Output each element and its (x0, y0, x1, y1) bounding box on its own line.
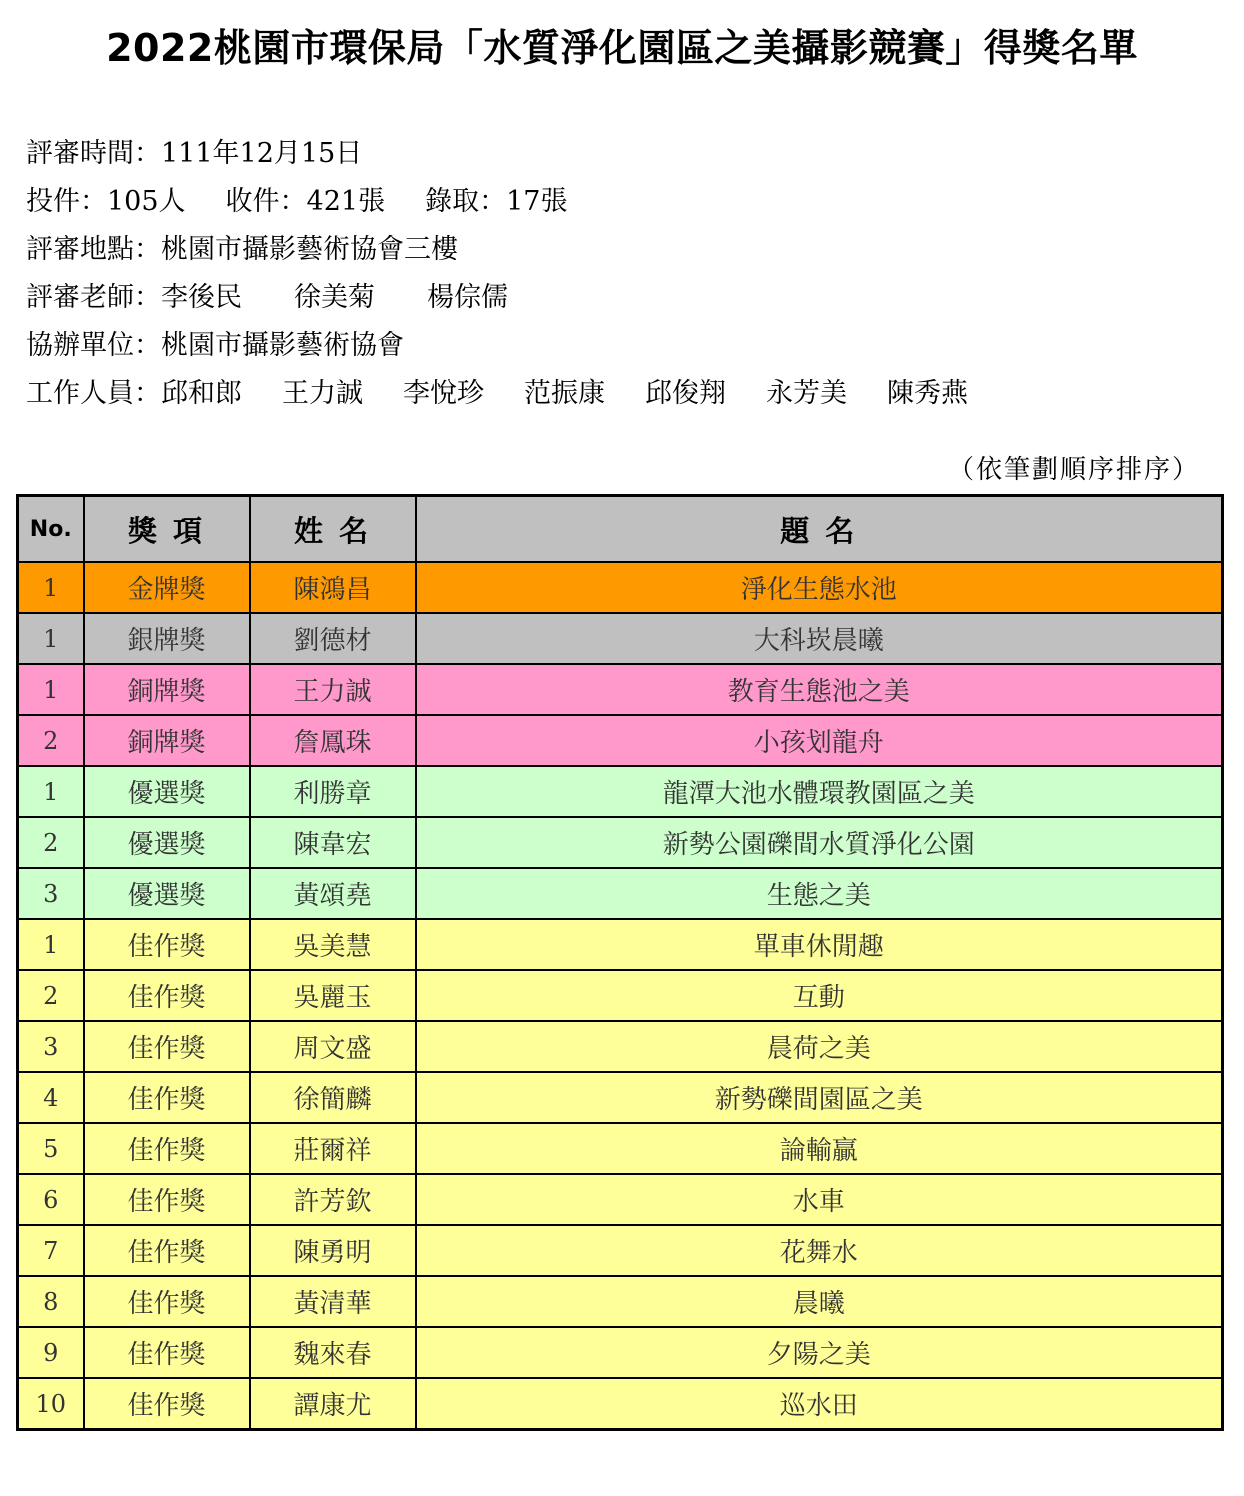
cell-no: 3 (18, 1021, 84, 1072)
cell-name: 周文盛 (250, 1021, 416, 1072)
table-row (18, 1378, 1223, 1430)
cell-name: 陳韋宏 (250, 817, 416, 868)
received-count: 收件：421張 (225, 186, 386, 217)
table-row (18, 1276, 1223, 1327)
cell-no: 2 (18, 715, 84, 766)
cell-name: 吳麗玉 (250, 970, 416, 1021)
cell-no: 1 (18, 919, 84, 970)
cell-work-title: 淨化生態水池 (416, 562, 1223, 613)
header-no: No. (18, 496, 84, 563)
cell-award: 銅牌獎 (84, 715, 250, 766)
co-organizer: 協辦單位：桃園市攝影藝術協會 (26, 330, 404, 361)
cell-award: 銀牌獎 (84, 613, 250, 664)
cell-name: 陳勇明 (250, 1225, 416, 1276)
cell-no: 5 (18, 1123, 84, 1174)
cell-award: 佳作獎 (84, 1327, 250, 1378)
cell-award: 優選獎 (84, 817, 250, 868)
table-row (18, 1021, 1223, 1072)
submission-stats-line (26, 178, 968, 226)
cell-award: 佳作獎 (84, 1021, 250, 1072)
cell-award: 優選獎 (84, 766, 250, 817)
sort-order-note: （依筆劃順序排序） (947, 455, 1200, 485)
cell-no: 3 (18, 868, 84, 919)
cell-award: 佳作獎 (84, 919, 250, 970)
staff-name: 范振康 (524, 378, 605, 409)
cell-no: 1 (18, 766, 84, 817)
table-row (18, 1327, 1223, 1378)
table-row (18, 613, 1223, 664)
staff-name: 陳秀燕 (887, 378, 968, 409)
cell-work-title: 單車休閒趣 (416, 919, 1223, 970)
table-row (18, 1072, 1223, 1123)
cell-name: 王力誠 (250, 664, 416, 715)
cell-name: 許芳欽 (250, 1174, 416, 1225)
staff-name: 邱俊翔 (645, 378, 726, 409)
cell-name: 譚康尤 (250, 1378, 416, 1430)
judge-name: 李後民 (161, 282, 242, 313)
cell-name: 利勝章 (250, 766, 416, 817)
cell-award: 佳作獎 (84, 1072, 250, 1123)
cell-award: 佳作獎 (84, 1276, 250, 1327)
review-location: 評審地點：桃園市攝影藝術協會三樓 (26, 234, 458, 265)
cell-no: 9 (18, 1327, 84, 1378)
cell-name: 詹鳳珠 (250, 715, 416, 766)
submitters-count: 投件：105人 (26, 186, 186, 217)
cell-no: 4 (18, 1072, 84, 1123)
cell-award: 佳作獎 (84, 1225, 250, 1276)
table-row (18, 1225, 1223, 1276)
review-time-line (26, 130, 968, 178)
cell-no: 1 (18, 613, 84, 664)
table-row (18, 868, 1223, 919)
staff-label: 工作人員： (26, 378, 161, 409)
staff-name: 邱和郎 (161, 378, 242, 409)
cell-name: 徐簡麟 (250, 1072, 416, 1123)
review-time: 評審時間：111年12月15日 (26, 138, 363, 169)
cell-work-title: 花舞水 (416, 1225, 1223, 1276)
staff-line (26, 370, 968, 418)
table-row (18, 766, 1223, 817)
header-work-title: 題 名 (416, 496, 1223, 563)
cell-work-title: 晨荷之美 (416, 1021, 1223, 1072)
co-organizer-line (26, 322, 968, 370)
cell-no: 10 (18, 1378, 84, 1430)
award-table (16, 494, 1224, 1431)
cell-no: 2 (18, 970, 84, 1021)
cell-work-title: 小孩划龍舟 (416, 715, 1223, 766)
cell-award: 優選獎 (84, 868, 250, 919)
cell-award: 佳作獎 (84, 1123, 250, 1174)
cell-no: 1 (18, 664, 84, 715)
cell-name: 黃頌堯 (250, 868, 416, 919)
event-info (26, 130, 968, 418)
cell-work-title: 新勢礫間園區之美 (416, 1072, 1223, 1123)
judges-line (26, 274, 968, 322)
table-row (18, 562, 1223, 613)
accepted-count: 錄取：17張 (425, 186, 568, 217)
cell-award: 佳作獎 (84, 1174, 250, 1225)
cell-work-title: 巡水田 (416, 1378, 1223, 1430)
cell-work-title: 互動 (416, 970, 1223, 1021)
cell-no: 6 (18, 1174, 84, 1225)
award-rows (18, 562, 1223, 1430)
header-award: 獎 項 (84, 496, 250, 563)
table-row (18, 970, 1223, 1021)
cell-no: 2 (18, 817, 84, 868)
cell-award: 佳作獎 (84, 1378, 250, 1430)
cell-work-title: 夕陽之美 (416, 1327, 1223, 1378)
header-name: 姓 名 (250, 496, 416, 563)
cell-work-title: 生態之美 (416, 868, 1223, 919)
staff-name: 王力誠 (282, 378, 363, 409)
cell-work-title: 水車 (416, 1174, 1223, 1225)
cell-award: 銅牌獎 (84, 664, 250, 715)
cell-award: 金牌獎 (84, 562, 250, 613)
cell-name: 吳美慧 (250, 919, 416, 970)
cell-name: 陳鴻昌 (250, 562, 416, 613)
cell-name: 莊爾祥 (250, 1123, 416, 1174)
judge-name: 徐美菊 (294, 282, 375, 313)
cell-name: 劉德材 (250, 613, 416, 664)
cell-work-title: 大科崁晨曦 (416, 613, 1223, 664)
review-location-line (26, 226, 968, 274)
cell-work-title: 新勢公園礫間水質淨化公園 (416, 817, 1223, 868)
table-row (18, 817, 1223, 868)
cell-no: 1 (18, 562, 84, 613)
cell-work-title: 論輸贏 (416, 1123, 1223, 1174)
table-row (18, 1174, 1223, 1225)
cell-no: 8 (18, 1276, 84, 1327)
judges-label: 評審老師： (26, 282, 161, 313)
table-row (18, 664, 1223, 715)
page-title: 2022桃園市環保局「水質淨化園區之美攝影競賽」得獎名單 (106, 26, 1138, 70)
table-header-row (18, 496, 1223, 563)
table-row (18, 715, 1223, 766)
staff-name: 永芳美 (766, 378, 847, 409)
cell-no: 7 (18, 1225, 84, 1276)
cell-work-title: 晨曦 (416, 1276, 1223, 1327)
table-row (18, 1123, 1223, 1174)
cell-work-title: 龍潭大池水體環教園區之美 (416, 766, 1223, 817)
judge-name: 楊倧儒 (427, 282, 508, 313)
table-row (18, 919, 1223, 970)
cell-name: 黃清華 (250, 1276, 416, 1327)
staff-name: 李悅珍 (403, 378, 484, 409)
cell-work-title: 教育生態池之美 (416, 664, 1223, 715)
cell-award: 佳作獎 (84, 970, 250, 1021)
cell-name: 魏來春 (250, 1327, 416, 1378)
